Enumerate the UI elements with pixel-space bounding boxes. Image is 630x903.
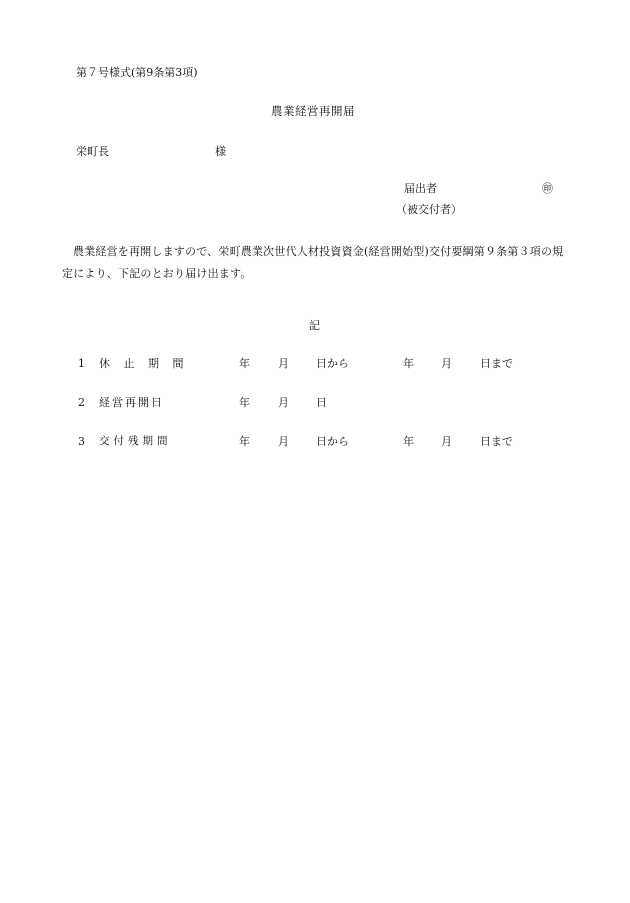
item-month: 月 (278, 396, 289, 409)
item-number: 1 (78, 357, 85, 370)
item-day-from: 日から (316, 357, 349, 370)
item-year-from: 年 (239, 357, 250, 370)
ki-heading: 記 (309, 319, 320, 332)
item-day-to: 日まで (480, 435, 513, 448)
form-number: 第７号様式(第9条第3項) (76, 66, 198, 79)
item-number: 3 (78, 435, 85, 448)
item-month-to: 月 (441, 435, 452, 448)
seal-mark: ㊞ (542, 182, 553, 195)
notifier-subtitle: （被交付者） (396, 203, 462, 216)
body-paragraph: 農業経営を再開しますので、栄町農業次世代人材投資資金(経営開始型)交付要綱第９条第３項の規定により、下記のとおり届け出ます。 (62, 245, 564, 280)
item-day: 日 (316, 396, 327, 409)
item-label: 交付残期間 (99, 435, 172, 447)
item-day-from: 日から (316, 435, 349, 448)
notifier-label: 届出者 (404, 182, 437, 195)
item-month-to: 月 (441, 357, 452, 370)
item-day-to: 日まで (480, 357, 513, 370)
document-title: 農業経営再開届 (271, 104, 355, 118)
item-row-3 (0, 436, 630, 450)
item-year-from: 年 (239, 435, 250, 448)
item-row-1 (0, 358, 630, 372)
item-month-from: 月 (278, 435, 289, 448)
addressee-suffix: 様 (215, 145, 226, 158)
item-number: 2 (78, 396, 85, 409)
item-year: 年 (239, 396, 250, 409)
item-row-2 (0, 397, 630, 411)
item-label: 休 止 期 間 (99, 357, 189, 370)
item-month-from: 月 (278, 357, 289, 370)
item-year-to: 年 (403, 435, 414, 448)
addressee-name: 栄町長 (76, 145, 109, 158)
item-label: 経営再開日 (99, 396, 164, 409)
item-year-to: 年 (403, 357, 414, 370)
